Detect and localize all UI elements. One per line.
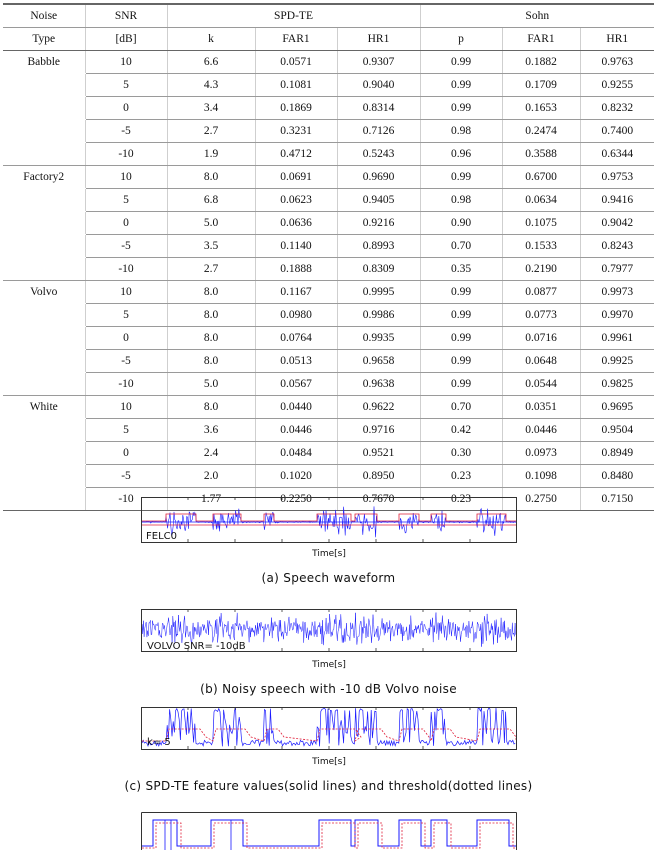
spd-hr1-cell: 0.9216 [337,212,420,235]
sohn-hr1-cell: 0.8232 [580,97,654,120]
spd-far1-cell: 0.0623 [255,189,337,212]
snr-cell: -5 [85,465,167,488]
sohn-hr1-cell: 0.9763 [580,51,654,74]
header-db: [dB] [85,28,167,51]
sohn-far1-cell: 0.1709 [502,74,580,97]
spd-far1-cell: 0.0484 [255,442,337,465]
snr-cell: -10 [85,373,167,396]
snr-cell: 0 [85,327,167,350]
snr-cell: 0 [85,97,167,120]
spd-hr1-cell: 0.8993 [337,235,420,258]
sohn-hr1-cell: 0.9961 [580,327,654,350]
sohn-far1-cell: 0.0973 [502,442,580,465]
p-cell: 0.23 [420,488,502,511]
snr-cell: -10 [85,258,167,281]
vad-decision-plot [141,812,517,850]
snr-cell: -10 [85,143,167,166]
spd-far1-cell: 0.1869 [255,97,337,120]
k-cell: 5.0 [167,212,255,235]
noise-type-cell: Factory2 [23,171,65,183]
snr-cell: 10 [85,396,167,419]
k-cell: 2.7 [167,258,255,281]
p-cell: 0.90 [420,212,502,235]
sohn-far1-cell: 0.1533 [502,235,580,258]
spd-far1-cell: 0.1140 [255,235,337,258]
results-table-container [3,3,654,511]
spd-far1-cell: 0.0764 [255,327,337,350]
sohn-hr1-cell: 0.7400 [580,120,654,143]
snr-cell: 0 [85,212,167,235]
sohn-far1-cell: 0.0544 [502,373,580,396]
table-row [3,143,654,166]
sohn-far1-cell: 0.6700 [502,166,580,189]
header-p: p [420,28,502,51]
k-cell: 8.0 [167,350,255,373]
spd-hr1-cell: 0.9690 [337,166,420,189]
header-spd-far1: FAR1 [255,28,337,51]
noisy-speech-plot [141,609,517,671]
spd-far1-cell: 0.0636 [255,212,337,235]
k-cell: 5.0 [167,373,255,396]
snr-cell: 5 [85,304,167,327]
snr-cell: -10 [85,488,167,511]
spd-far1-cell: 0.0980 [255,304,337,327]
spd-hr1-cell: 0.9995 [337,281,420,304]
speech-waveform-plot [141,497,517,559]
sohn-far1-cell: 0.2750 [502,488,580,511]
table-row [3,235,654,258]
noise-type-cell [3,304,85,327]
p-cell: 0.99 [420,166,502,189]
p-cell: 0.99 [420,373,502,396]
table-row [3,51,654,74]
spd-far1-cell: 0.1020 [255,465,337,488]
sohn-hr1-cell: 0.7977 [580,258,654,281]
sohn-hr1-cell: 0.9925 [580,350,654,373]
feature-and-threshold-traces [142,707,516,749]
snr-cell: -5 [85,235,167,258]
table-row [3,74,654,97]
noise-type-cell [3,419,85,442]
p-cell: 0.99 [420,350,502,373]
sohn-hr1-cell: 0.9970 [580,304,654,327]
sohn-far1-cell: 0.2190 [502,258,580,281]
spd-hr1-cell: 0.9658 [337,350,420,373]
snr-cell: -5 [85,120,167,143]
sohn-hr1-cell: 0.9973 [580,281,654,304]
table-row [3,373,654,396]
spd-hr1-cell: 0.8314 [337,97,420,120]
k-cell: 6.6 [167,51,255,74]
table-row [3,212,654,235]
header-sohn: Sohn [420,4,654,28]
table-row [3,97,654,120]
spd-hr1-cell: 0.9307 [337,51,420,74]
table-row [3,419,654,442]
header-noise: Noise [3,4,85,28]
spd-hr1-cell: 0.9040 [337,74,420,97]
sohn-far1-cell: 0.0648 [502,350,580,373]
table-row [3,350,654,373]
sohn-hr1-cell: 0.8949 [580,442,654,465]
sohn-hr1-cell: 0.9504 [580,419,654,442]
p-cell: 0.96 [420,143,502,166]
header-snr: SNR [85,4,167,28]
spd-hr1-cell: 0.9716 [337,419,420,442]
header-sohn-far1: FAR1 [502,28,580,51]
sohn-hr1-cell: 0.9695 [580,396,654,419]
spd-far1-cell: 0.1888 [255,258,337,281]
noise-type-cell: Babble [27,56,61,68]
snr-cell: 10 [85,281,167,304]
spd-hr1-cell: 0.9521 [337,442,420,465]
spd-far1-cell: 0.1167 [255,281,337,304]
spd-far1-cell: 0.2250 [255,488,337,511]
noise-type-cell [3,143,85,166]
spd-hr1-cell: 0.5243 [337,143,420,166]
vad-decision [142,820,516,846]
table-row [3,281,654,304]
noise-type-cell [3,120,85,143]
sohn-far1-cell: 0.3588 [502,143,580,166]
table-row [3,258,654,281]
k-cell: 3.4 [167,97,255,120]
k-cell: 2.4 [167,442,255,465]
k-cell: 8.0 [167,281,255,304]
noise-type-cell [3,442,85,465]
k-cell: 1.77 [167,488,255,511]
noise-type-cell [3,189,85,212]
p-cell: 0.35 [420,258,502,281]
plot-label-a: FELC0 [146,531,177,542]
table-row [3,465,654,488]
sohn-far1-cell: 0.0446 [502,419,580,442]
plot-label-c: k= 5 [147,737,171,748]
p-cell: 0.70 [420,396,502,419]
snr-cell: 5 [85,419,167,442]
caption-a: (a) Speech waveform [261,571,396,585]
k-cell: 3.6 [167,419,255,442]
feature-values [142,708,515,746]
sohn-hr1-cell: 0.9825 [580,373,654,396]
spd-far1-cell: 0.1081 [255,74,337,97]
p-cell: 0.99 [420,51,502,74]
sohn-hr1-cell: 0.9042 [580,212,654,235]
sohn-far1-cell: 0.0351 [502,396,580,419]
table-row [3,304,654,327]
table-row [3,327,654,350]
table-row [3,396,654,419]
noise-type-cell: Volvo [30,286,58,298]
noise-type-cell [3,258,85,281]
speech-waveform-trace [142,497,516,542]
sohn-hr1-cell: 0.6344 [580,143,654,166]
snr-cell: 10 [85,51,167,74]
spd-far1-cell: 0.3231 [255,120,337,143]
spd-hr1-cell: 0.9935 [337,327,420,350]
noise-type-cell [3,465,85,488]
spd-hr1-cell: 0.9986 [337,304,420,327]
xlabel-c: Time[s] [312,757,346,767]
spd-far1-cell: 0.0691 [255,166,337,189]
spd-te-feature-plot [141,707,517,767]
noise-type-cell [3,74,85,97]
header-sohn-hr1: HR1 [580,28,654,51]
caption-b: (b) Noisy speech with -10 dB Volvo noise [200,682,457,696]
header-type: Type [3,28,85,51]
sohn-far1-cell: 0.1098 [502,465,580,488]
plot-label-b: VOLVO SNR= -10dB [147,641,246,652]
p-cell: 0.42 [420,419,502,442]
snr-cell: 10 [85,166,167,189]
snr-cell: -5 [85,350,167,373]
sohn-far1-cell: 0.1653 [502,97,580,120]
snr-cell: 5 [85,74,167,97]
snr-cell: 0 [85,442,167,465]
noise-type-cell [3,373,85,396]
noise-type-cell [3,97,85,120]
spd-far1-cell: 0.4712 [255,143,337,166]
spd-hr1-cell: 0.8950 [337,465,420,488]
p-cell: 0.99 [420,74,502,97]
noise-type-cell: White [29,401,58,413]
spd-far1-cell: 0.0567 [255,373,337,396]
xlabel-a: Time[s] [312,549,346,559]
sohn-far1-cell: 0.0877 [502,281,580,304]
spd-hr1-cell: 0.8309 [337,258,420,281]
p-cell: 0.99 [420,327,502,350]
spd-hr1-cell: 0.9405 [337,189,420,212]
table-header-row-1 [3,4,654,28]
spd-far1-cell: 0.0440 [255,396,337,419]
vad-decision-traces [142,820,516,850]
p-cell: 0.98 [420,120,502,143]
sohn-far1-cell: 0.0634 [502,189,580,212]
spd-far1-cell: 0.0571 [255,51,337,74]
noise-type-cell [3,488,85,511]
sohn-hr1-cell: 0.9416 [580,189,654,212]
p-cell: 0.23 [420,465,502,488]
sohn-hr1-cell: 0.9255 [580,74,654,97]
sohn-far1-cell: 0.0716 [502,327,580,350]
p-cell: 0.70 [420,235,502,258]
table-row [3,442,654,465]
noise-type-cell [3,235,85,258]
sohn-hr1-cell: 0.9753 [580,166,654,189]
k-cell: 1.9 [167,143,255,166]
table-row [3,120,654,143]
xlabel-b: Time[s] [312,660,346,670]
header-k: k [167,28,255,51]
spd-hr1-cell: 0.7670 [337,488,420,511]
sohn-far1-cell: 0.0773 [502,304,580,327]
sohn-hr1-cell: 0.7150 [580,488,654,511]
p-cell: 0.99 [420,97,502,120]
k-cell: 8.0 [167,396,255,419]
caption-c: (c) SPD-TE feature values(solid lines) and threshold(dotted lines) [124,779,533,793]
header-spd-te: SPD-TE [167,4,420,28]
k-cell: 3.5 [167,235,255,258]
k-cell: 2.7 [167,120,255,143]
k-cell: 8.0 [167,166,255,189]
spd-far1-cell: 0.0446 [255,419,337,442]
k-cell: 8.0 [167,304,255,327]
k-cell: 4.3 [167,74,255,97]
noise-type-cell [3,212,85,235]
spd-far1-cell: 0.0513 [255,350,337,373]
header-spd-hr1: HR1 [337,28,420,51]
k-cell: 8.0 [167,327,255,350]
table-header-row-2 [3,28,654,51]
sohn-hr1-cell: 0.8243 [580,235,654,258]
p-cell: 0.99 [420,281,502,304]
results-table [3,3,654,511]
sohn-hr1-cell: 0.8480 [580,465,654,488]
sohn-far1-cell: 0.1882 [502,51,580,74]
p-cell: 0.98 [420,189,502,212]
spd-hr1-cell: 0.7126 [337,120,420,143]
noise-type-cell [3,327,85,350]
k-cell: 2.0 [167,465,255,488]
snr-cell: 5 [85,189,167,212]
reference-decision [142,823,516,848]
noise-type-cell [3,350,85,373]
k-cell: 6.8 [167,189,255,212]
table-row [3,189,654,212]
table-row [3,166,654,189]
sohn-far1-cell: 0.2474 [502,120,580,143]
spd-hr1-cell: 0.9622 [337,396,420,419]
p-cell: 0.99 [420,304,502,327]
sohn-far1-cell: 0.1075 [502,212,580,235]
p-cell: 0.30 [420,442,502,465]
spd-hr1-cell: 0.9638 [337,373,420,396]
